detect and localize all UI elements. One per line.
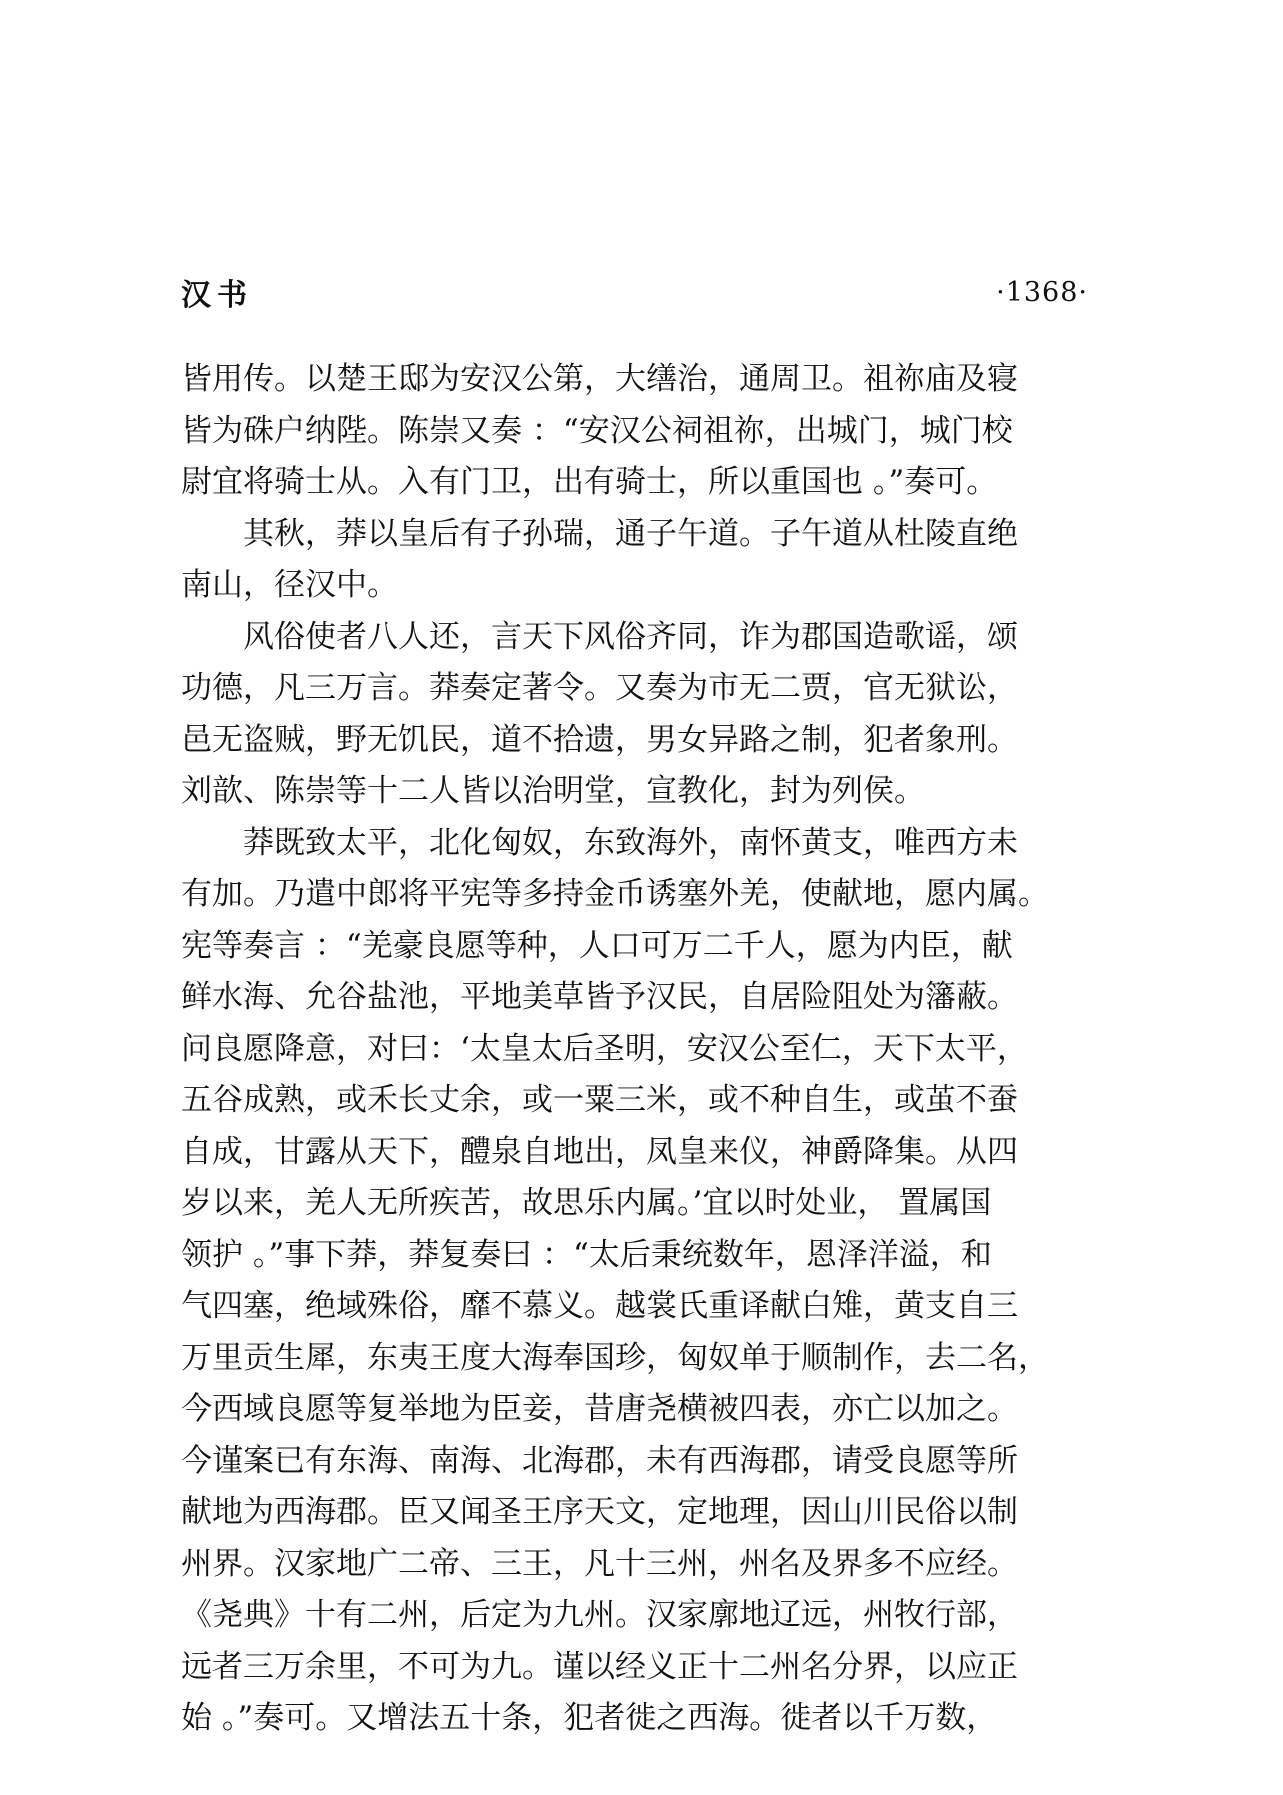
text-line: 功德，凡三万言。莽奏定著令。又奏为市无二贾，官无狱讼， xyxy=(181,670,1018,706)
text-line: 远者三万余里，不可为九。谨以经义正十二州名分界，以应正 xyxy=(181,1648,1018,1685)
book-title: 汉书 xyxy=(181,278,253,313)
running-head xyxy=(181,270,1088,314)
body-text xyxy=(181,354,1088,1745)
text-line: 自成，甘露从天下，醴泉自地出，凤皇来仪，神爵降集。从四 xyxy=(181,1133,1018,1170)
text-line: 宪等奏言 ：“羌豪良愿等种，人口可万二千人，愿为内臣，献 xyxy=(181,927,1013,964)
text-line: 有加。乃遣中郎将平宪等多持金币诱塞外羌，使献地，愿内属。 xyxy=(181,876,1049,912)
text-line: 今西域良愿等复举地为臣妾，昔唐尧横被四表，亦亡以加之。 xyxy=(181,1391,1018,1427)
text-line: 今谨案已有东海、南海、北海郡，未有西海郡，请受良愿等所 xyxy=(181,1442,1018,1479)
text-line: 始 。”奏可。又增法五十条，犯者徙之西海。徙者以千万数， xyxy=(181,1700,998,1736)
text-line: 《尧典》十有二州，后定为九州。汉家廓地辽远，州牧行部， xyxy=(181,1597,1018,1633)
text-line: 尉宜将骑士从。入有门卫，出有骑士，所以重国也 。”奏可。 xyxy=(181,464,998,500)
text-line: 岁以来，羌人无所疾苦，故思乐内属。’宜以时处业， 置属国 xyxy=(181,1185,992,1221)
text-line: 问良愿降意，对曰：‘太皇太后圣明，安汉公至仁，天下太平， xyxy=(181,1030,1028,1067)
text-line: 气四塞，绝域殊俗，靡不慕义。越裳氏重译献白雉，黄支自三 xyxy=(181,1288,1018,1324)
text-line: 邑无盗贼，野无饥民，道不拾遗，男女异路之制，犯者象刑。 xyxy=(181,721,1018,758)
text-line: 万里贡生犀，东夷王度大海奉国珍，匈奴单于顺制作，去二名， xyxy=(181,1339,1049,1376)
text-line: 风俗使者八人还，言天下风俗齐同，诈为郡国造歌谣，颂 xyxy=(181,618,1018,655)
text-line: 献地为西海郡。臣又闻圣王序天文，定地理，因山川民俗以制 xyxy=(181,1494,1018,1530)
text-line: 鲜水海、允谷盐池，平地美草皆予汉民，自居险阻处为籓蔽。 xyxy=(181,979,1018,1015)
text-line: 州界。汉家地广二帝、三王，凡十三州，州名及界多不应经。 xyxy=(181,1545,1018,1582)
text-line: 皆用传。以楚王邸为安汉公第，大缮治，通周卫。祖祢庙及寝 xyxy=(181,361,1018,397)
text-line: 其秋，莽以皇后有子孙瑞，通子午道。子午道从杜陵直绝 xyxy=(181,515,1018,552)
page-number: ·1368· xyxy=(996,276,1088,308)
text-line: 南山，径汉中。 xyxy=(181,567,398,603)
text-line: 莽既致太平，北化匈奴，东致海外，南怀黄支，唯西方未 xyxy=(181,824,1018,861)
text-line: 领护 。”事下莽，莽复奏曰 ：“太后秉统数年，恩泽洋溢，和 xyxy=(181,1236,992,1273)
text-line: 刘歆、陈崇等十二人皆以治明堂，宣教化，封为列侯。 xyxy=(181,773,925,809)
text-line: 皆为硃户纳陛。陈崇又奏 ：“安汉公祠祖祢，出城门，城门校 xyxy=(181,412,1013,449)
text-line: 五谷成熟，或禾长丈余，或一粟三米，或不种自生，或茧不蚕 xyxy=(181,1082,1018,1118)
